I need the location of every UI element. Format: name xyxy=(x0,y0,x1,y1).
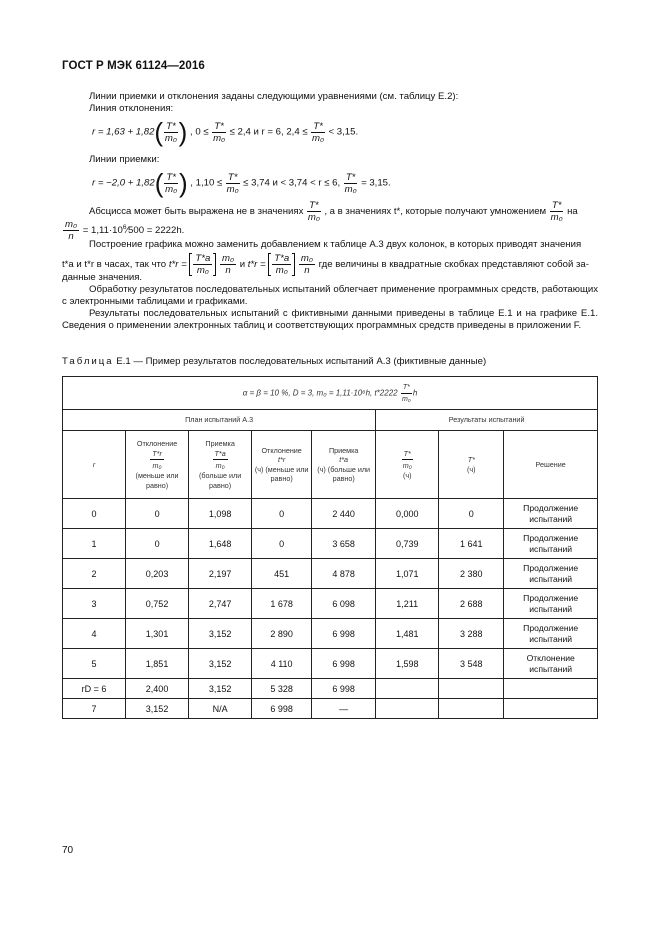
col-header-reject-t-label: Отклонение xyxy=(261,445,302,455)
abscissa-text-b: , а в значениях t*, которые получают умножением xyxy=(324,206,547,218)
t-r-symbol: t*r = xyxy=(247,259,266,271)
page-number: 70 xyxy=(62,845,74,856)
col-header-decision: Решение xyxy=(504,431,598,499)
col-header-reject-ratio-label: Отклонение xyxy=(136,438,178,448)
construct-text-2a: t*a и t*r в часах, так что xyxy=(62,259,167,271)
fraction-t-m0: $\frac{T*}{\text{m₀}}$ xyxy=(213,120,226,144)
table-cell: 6 098 xyxy=(312,589,376,619)
col-header-t: T* (ч) xyxy=(439,431,504,499)
table-cell: Продолжение испытаний xyxy=(504,589,598,619)
exponent: 6 xyxy=(122,223,127,231)
table-cell: 3,152 xyxy=(189,619,252,649)
table-cell: 3,152 xyxy=(126,699,189,719)
col-header-accept-t-label: Приемка xyxy=(328,445,359,455)
table-row xyxy=(63,699,598,719)
table-cell: 4 xyxy=(63,619,126,649)
table-cell: 3 548 xyxy=(439,649,504,679)
document-header: ГОСТ Р МЭК 61124—2016 xyxy=(62,60,205,72)
fraction-t-m0: $\frac{T*}{\text{m₀}}$ xyxy=(401,383,411,403)
fraction-t-m0: $\frac{T*}{\text{m₀}}$ xyxy=(307,200,320,223)
params-unit: h xyxy=(412,388,418,398)
reject-equation xyxy=(92,119,358,145)
fraction-m0-n: $\frac{\text{m₀}}{n}$ xyxy=(221,253,235,276)
abscissa-text-e: ⁄500 = 2222h. xyxy=(126,225,185,237)
accept-equation xyxy=(92,170,391,196)
table-cell: 451 xyxy=(252,559,312,589)
table-cell xyxy=(504,679,598,699)
table-cell: 6 998 xyxy=(312,649,376,679)
accept-eq-cond-b: ≤ 3,74 и < 3,74 < r ≤ 6, xyxy=(243,177,341,189)
table-cell: 3 658 xyxy=(312,529,376,559)
table-params-row xyxy=(63,377,598,410)
fraction-t-m0: $\frac{T*}{\text{m₀}}$ xyxy=(226,171,239,195)
table-cell: 1 xyxy=(63,529,126,559)
table-cell: 1,098 xyxy=(189,499,252,529)
table-cell: 2,197 xyxy=(189,559,252,589)
col-header-accept-ratio-sub: (больше или равно) xyxy=(198,471,242,490)
table-cell: 1,211 xyxy=(376,589,439,619)
table-cell xyxy=(376,679,439,699)
fraction-t-m0: $\frac{T*}{\text{m₀}}$ xyxy=(312,120,325,144)
abscissa-text-d: = 1,11·10 xyxy=(82,225,123,237)
table-caption-prefix: Таблица xyxy=(62,356,114,367)
table-row xyxy=(63,679,598,699)
table-row xyxy=(63,559,598,589)
table-cell: 2 xyxy=(63,559,126,589)
construct-text-2c: где величины в квадратные скобках представляют собой за- xyxy=(318,259,589,271)
table-cell: — xyxy=(312,699,376,719)
table-cell: 1,851 xyxy=(126,649,189,679)
accept-line-label: Линии приемки: xyxy=(89,154,160,165)
table-cell: Продолжение испытаний xyxy=(504,619,598,649)
fraction-m0-n: $\frac{\text{m₀}}{n}$ xyxy=(300,253,313,276)
table-cell: 0 xyxy=(439,499,504,529)
table-cell: 6 998 xyxy=(312,619,376,649)
table-cell xyxy=(504,699,598,719)
abscissa-text-a: Абсцисса может быть выражена не в значениях xyxy=(89,206,304,218)
table-caption xyxy=(62,356,486,367)
col-header-reject-t: Отклонение t*r (ч) (меньше или равно) xyxy=(252,431,312,499)
col-header-reject-ratio-sub: (меньше или равно) xyxy=(135,471,179,490)
table-cell: 4 110 xyxy=(252,649,312,679)
paren-open: ( xyxy=(154,117,164,147)
col-header-accept-t-sub: (ч) (больше или равно) xyxy=(317,464,371,483)
col-header-reject-ratio: Отклонение $\frac{T*r}{\text{m₀}}$ (меньше или равно) xyxy=(126,431,189,499)
table-cell: 0 xyxy=(126,499,189,529)
paren-close: ) xyxy=(178,117,188,147)
table-cell xyxy=(376,699,439,719)
table-cell: 6 998 xyxy=(252,699,312,719)
table-cell: 0 xyxy=(126,529,189,559)
paren-open: ( xyxy=(154,168,164,198)
abscissa-text-c: на xyxy=(567,206,578,218)
col-header-accept-t: Приемка t*a (ч) (больше или равно) xyxy=(312,431,376,499)
col-header-accept-ratio: Приемка $\frac{T*a}{\text{m₀}}$ (больше или равно) xyxy=(189,431,252,499)
bracket-expression: $\frac{T*a}{\text{m₀}}$ xyxy=(268,253,295,276)
table-cell: 3,152 xyxy=(189,649,252,679)
fraction-t-m0: $\frac{T*}{\text{m₀}}$ xyxy=(344,171,357,195)
table-cell: 5 xyxy=(63,649,126,679)
table-params xyxy=(63,377,598,410)
fraction-t-m0: $\frac{T*}{\text{m₀}}$ xyxy=(165,171,178,195)
intro-text: Линии приемки и отклонения заданы следующими уравнениями (см. таблицу Е.2): xyxy=(89,91,459,102)
table-cell: 0,739 xyxy=(376,529,439,559)
table-cell: 1,598 xyxy=(376,649,439,679)
table-cell: Продолжение испытаний xyxy=(504,499,598,529)
results-text: Результаты последовательных испытаний с фиктивными данными приведены в таблице Е.1 и на графике Е.1. Сведения о применении электронных таблиц и соответствующих программных средств приведены в приложении F. xyxy=(62,308,598,331)
accept-eq-lhs: r = −2,0 + 1,82 xyxy=(92,177,155,189)
table-cell: 3 288 xyxy=(439,619,504,649)
reject-eq-cond-b: ≤ 2,4 и r = 6, 2,4 ≤ xyxy=(229,126,308,138)
accept-eq-cond-a: , 1,10 ≤ xyxy=(190,177,223,189)
col-header-reject-t-sub: (ч) (меньше или равно) xyxy=(254,464,309,483)
table-cell: Отклонение испытаний xyxy=(504,649,598,679)
table-cell: 0,203 xyxy=(126,559,189,589)
table-cell: 0,752 xyxy=(126,589,189,619)
table-group-row xyxy=(63,410,598,431)
table-cell: Продолжение испытаний xyxy=(504,529,598,559)
fraction-t-m0: $\frac{T*}{\text{m₀}}$ xyxy=(164,120,177,144)
accept-eq-cond-c: = 3,15. xyxy=(361,177,391,189)
col-header-t-unit: (ч) xyxy=(467,464,476,474)
fraction-m0-n: $\frac{\text{m₀}}{n}$ xyxy=(65,219,78,242)
table-cell: 2,400 xyxy=(126,679,189,699)
processing-text: Обработку результатов последовательных испытаний облегчает применение программных средств, работающих с электронными таблицами и графиками. xyxy=(62,284,598,307)
table-cell: rD = 6 xyxy=(63,679,126,699)
table-cell: 1,301 xyxy=(126,619,189,649)
reject-eq-cond-c: < 3,15. xyxy=(328,126,359,138)
table-row xyxy=(63,589,598,619)
construct-text-3: данные значения. xyxy=(62,272,143,283)
table-cell xyxy=(439,699,504,719)
col-header-accept-ratio-label: Приемка xyxy=(205,438,235,448)
table-cell: 0 xyxy=(63,499,126,529)
col-header-ratio: $\frac{T*}{\text{m₀}}$ (ч) xyxy=(376,431,439,499)
table-body xyxy=(63,499,598,719)
table-cell: 1 641 xyxy=(439,529,504,559)
table-cell: 2 440 xyxy=(312,499,376,529)
table-cell: 1,481 xyxy=(376,619,439,649)
table-cell: 0 xyxy=(252,499,312,529)
table-row xyxy=(63,529,598,559)
table-row xyxy=(63,499,598,529)
group-results-header: Результаты испытаний xyxy=(376,410,598,431)
table-cell: 6 998 xyxy=(312,679,376,699)
table-cell: 1,071 xyxy=(376,559,439,589)
table-cell: 2,747 xyxy=(189,589,252,619)
table-cell: 5 328 xyxy=(252,679,312,699)
bracket-expression: $\frac{T*a}{\text{m₀}}$ xyxy=(189,253,216,276)
table-cell: 0 xyxy=(252,529,312,559)
table-cell: 2 380 xyxy=(439,559,504,589)
table-cell xyxy=(439,679,504,699)
reject-eq-lhs: r = 1,63 + 1,82 xyxy=(92,126,155,138)
col-header-ratio-unit: (ч) xyxy=(402,471,412,481)
table-cell: 2 688 xyxy=(439,589,504,619)
table-row xyxy=(63,649,598,679)
paren-close: ) xyxy=(178,168,188,198)
table-caption-text: Е.1 — Пример результатов последовательных испытаний А.3 (фиктивные данные) xyxy=(116,356,487,367)
table-cell: 4 878 xyxy=(312,559,376,589)
reject-eq-cond-a: , 0 ≤ xyxy=(190,126,209,138)
table-cell: Продолжение испытаний xyxy=(504,559,598,589)
params-text: α = β = 10 %, D = 3, m₀ = 1,11·10⁶h, t*2222 xyxy=(242,388,398,398)
construct-text-2b: и xyxy=(239,259,246,271)
results-table xyxy=(62,376,598,719)
table-header-row xyxy=(63,431,598,499)
table-cell: 1,648 xyxy=(189,529,252,559)
col-header-r: r xyxy=(63,431,126,499)
table-cell: N/A xyxy=(189,699,252,719)
table-cell: 0,000 xyxy=(376,499,439,529)
group-plan-header: План испытаний А.3 xyxy=(63,410,376,431)
fraction-t-m0: $\frac{T*}{\text{m₀}}$ xyxy=(550,200,563,223)
table-cell: 2 890 xyxy=(252,619,312,649)
t-r-symbol: t*r = xyxy=(168,259,187,271)
table-cell: 7 xyxy=(63,699,126,719)
table-cell: 3 xyxy=(63,589,126,619)
table-cell: 1 678 xyxy=(252,589,312,619)
reject-line-label: Линия отклонения: xyxy=(89,103,174,114)
table-row xyxy=(63,619,598,649)
table-cell: 3,152 xyxy=(189,679,252,699)
construct-text-1: Построение графика можно заменить добавлением к таблице А.3 двух колонок, в которых приводят значения xyxy=(89,239,582,250)
